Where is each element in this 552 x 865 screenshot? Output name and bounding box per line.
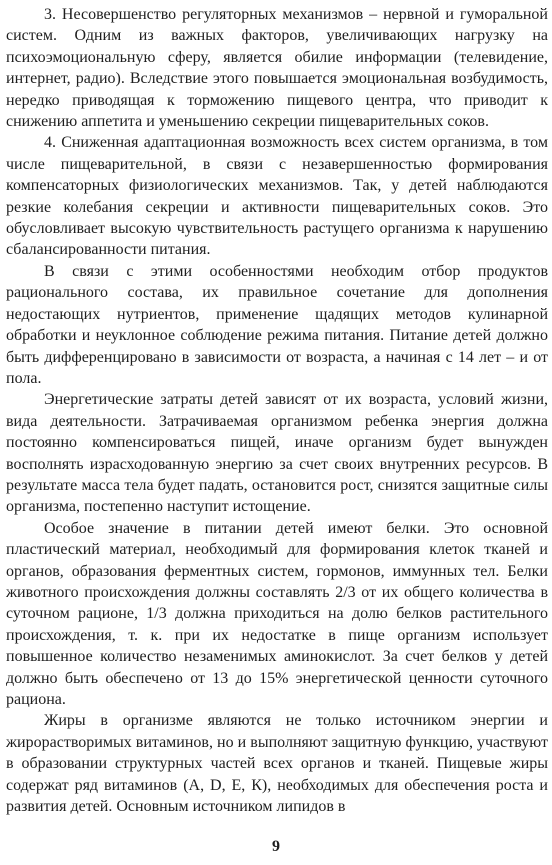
paragraph-energy-expenditure: Энергетические затраты детей зависят от их возраста, условий жизни, вида деятельности. Затрачиваемая организмом ребенка энергия должна постоянно компенсироваться пищей, иначе организм будет вынужден восполнять израсходованную энергию за счет своих внутренних ресурсов. В результате масса тела будет падать, остановится рост, снизятся защитные силы организма, постепенно наступит истощение. <box>6 391 548 516</box>
paragraph-fats: Жиры в организме являются не только источником энергии и жирорастворимых витаминов, но и выполняют защитную функцию, участвуют в образовании структурных частей всех органов и тканей. Пищевые жиры содержат ряд витаминов (А, D, Е, К), необходимых для обеспечения роста и развития детей. Основным источником липидов в <box>6 712 548 816</box>
paragraph-proteins: Особое значение в питании детей имеют белки. Это основной пластический материал, необходимый для формирования клеток тканей и органов, образования ферментных систем, гормонов, иммунных тел. Белки животного происхождения должны составлять 2/3 от их общего количества в суточном рационе, 1/3 должна приходиться на долю белков растительного происхождения, т. к. при их недостатке в пище организм использует повышенное количество незаменимых аминокислот. За счет белков у детей должно быть обеспечено от 13 до 15% энергетической ценности суточного рациона. <box>6 519 548 708</box>
paragraph-adaptive-capacity: 4. Сниженная адаптационная возможность всех систем организма, в том числе пищеварительной, в связи с незавершенностью формирования компенсаторных физиологических механизмов. Так, у детей наблюдаются резкие колебания секреции и активности пищеварительных соков. Это обусловливает высокую чувствительность растущего организма к нарушению сбалансированности питания. <box>6 134 548 259</box>
page-body <box>6 4 548 816</box>
paragraph-product-selection: В связи с этими особенностями необходим отбор продуктов рационального состава, их правильное сочетание для дополнения недостающих нутриентов, применение щадящих методов кулинарной обработки и неуклонное соблюдение режима питания. Питание детей должно быть дифференцировано в зависимости от возраста, а начиная с 14 лет – и от пола. <box>6 262 548 387</box>
paragraph-regulatory-mechanisms: 3. Несовершенство регуляторных механизмов – нервной и гуморальной систем. Одним из важных факторов, увеличивающих нагрузку на психоэмоциональную сферу, является обилие информации (телевидение, интернет, радио). Вследствие этого повышается эмоциональная возбудимость, нередко приводящая к торможению пищевого центра, что приводит к снижению аппетита и уменьшению секреции пищеварительных соков. <box>6 6 548 131</box>
page-number: 9 <box>272 838 280 855</box>
